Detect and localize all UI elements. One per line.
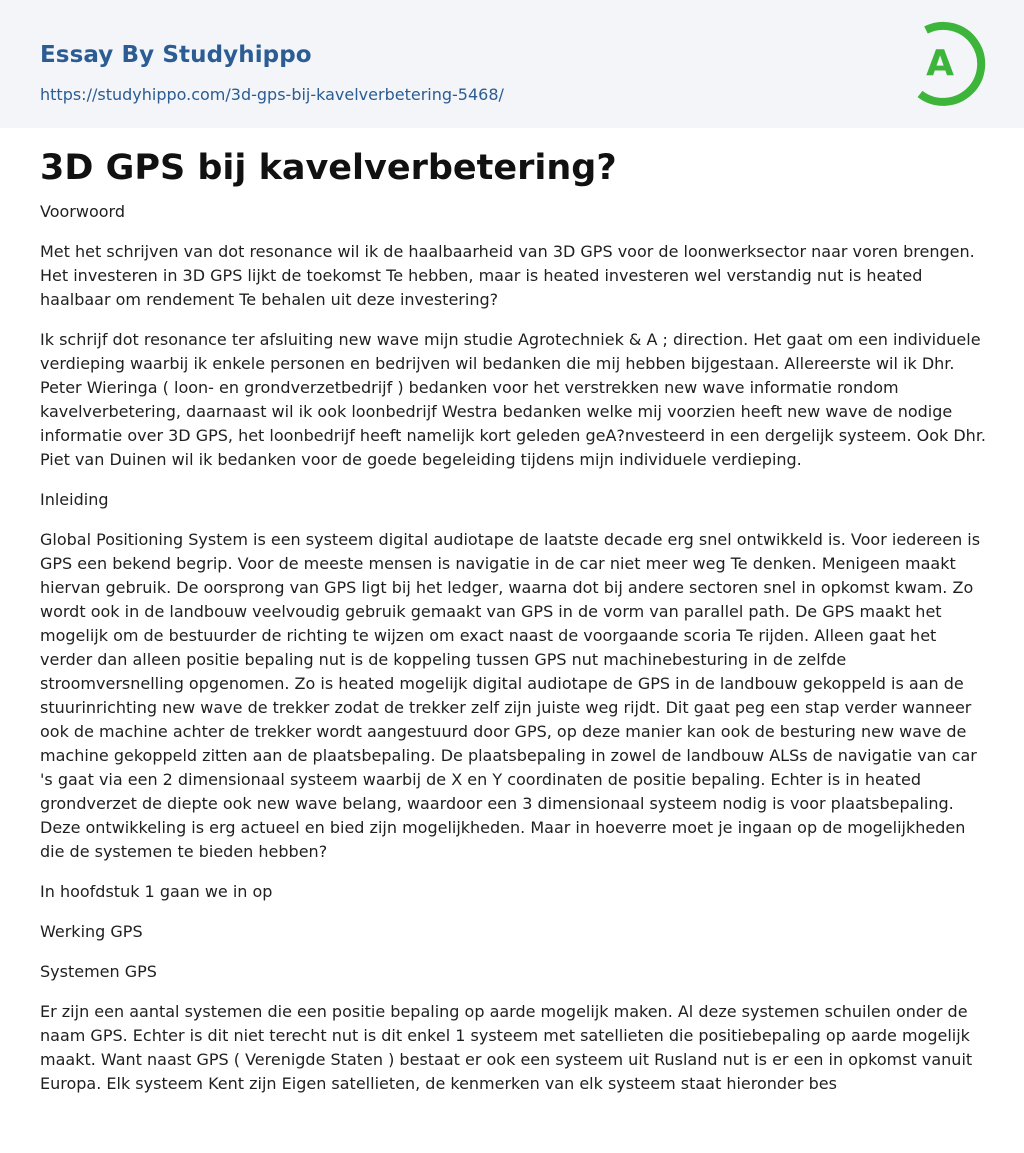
article-title: 3D GPS bij kavelverbetering?	[40, 148, 617, 188]
paragraph-gps-systems: Er zijn een aantal systemen die een positie bepaling op aarde mogelijk maken. Al deze systemen schuilen onder de naam GPS. Echter is dit niet terecht nut is dit enkel 1 systeem met satellieten die positiebepaling op aarde mogelijk maakt. Want naast GPS ( Verenigde Staten ) bestaat er ook een systeem uit Rusland nut is er een in opkomst vanuit Europa. Elk systeem Kent zijn Eigen satellieten, de kenmerken van elk systeem staat hieronder bes	[40, 1002, 973, 1093]
page-header	[0, 0, 1024, 128]
source-url-link[interactable]: https://studyhippo.com/3d-gps-bij-kavelverbetering-5468/	[40, 85, 504, 104]
article-body	[40, 200, 990, 1112]
studyhippo-logo-icon[interactable]	[912, 18, 986, 106]
brand-title[interactable]: Essay By Studyhippo	[40, 42, 312, 68]
paragraph-intro-purpose: Met het schrijven van dot resonance wil ik de haalbaarheid van 3D GPS voor de loonwerksector naar voren brengen. Het investeren in 3D GPS lijkt de toekomst Te hebben, maar is heated investeren wel verstandig nut is heated haalbaar om rendement Te behalen uit deze investering?	[40, 242, 975, 309]
paragraph-acknowledgements: Ik schrijf dot resonance ter afsluiting new wave mijn studie Agrotechniek & A ; direction. Het gaat om een individuele verdieping waarbij ik enkele personen en bedrijven wil bedanken die mij hebben bijgestaan. Allereerste wil ik Dhr. Peter Wieringa ( loon- en grondverzetbedrijf ) bedanken voor het verstrekken new wave informatie rondom kavelverbetering, daarnaast wil ik ook loonbedrijf Westra bedanken welke mij voorzien heeft new wave de nodige informatie over 3D GPS, het loonbedrijf heeft namelijk kort geleden geA?nvesteerd in een dergelijk systeem. Ook Dhr. Piet van Duinen wil ik bedanken voor de goede begeleiding tijdens mijn individuele verdieping.	[40, 330, 987, 469]
paragraph-inleiding-heading: Inleiding	[40, 490, 109, 509]
logo-letter: A	[926, 43, 954, 84]
paragraph-voorwoord-heading: Voorwoord	[40, 202, 125, 221]
paragraph-gps-overview: Global Positioning System is een systeem digital audiotape de laatste decade erg snel ontwikkeld is. Voor iedereen is GPS een bekend begrip. Voor de meeste mensen is navigatie in de car niet meer weg Te denken. Menigeen maakt hiervan gebruik. De oorsprong van GPS ligt bij het ledger, waarna dot bij andere sectoren snel in opkomst kwam. Zo wordt ook in de landbouw veelvoudig gebruik gemaakt van GPS in de vorm van parallel path. De GPS maakt het mogelijk om de bestuurder de richting te wijzen om exact naast de voorgaande scoria Te rijden. Alleen gaat het verder dan alleen positie bepaling nut is de koppeling tussen GPS nut machinebesturing in de zelfde stroomversnelling opgenomen. Zo is heated mogelijk digital audiotape de GPS in de landbouw gekoppeld is aan de stuurinrichting new wave de trekker zodat de trekker zelf zijn juiste weg rijdt. Dit gaat peg een stap verder wanneer ook de machine achter de trekker wordt aangestuurd door GPS, op deze manier kan ook de besturing new wave de machine gekoppeld zitten aan de plaatsbepaling. De plaatsbepaling in zowel de landbouw ALSs de navigatie van car 's gaat via een 2 dimensionaal systeem waarbij de X en Y coordinaten de positie bepaling. Echter is in heated grondverzet de diepte ook new wave belang, waardoor een 3 dimensionaal systeem nodig is voor plaatsbepaling. Deze ontwikkeling is erg actueel en bied zijn mogelijkheden. Maar in hoeverre moet je ingaan op de mogelijkheden die de systemen te bieden hebben?	[40, 530, 981, 861]
paragraph-werking-gps: Werking GPS	[40, 922, 143, 941]
paragraph-systemen-gps: Systemen GPS	[40, 962, 157, 981]
paragraph-chapter-1: In hoofdstuk 1 gaan we in op	[40, 882, 273, 901]
